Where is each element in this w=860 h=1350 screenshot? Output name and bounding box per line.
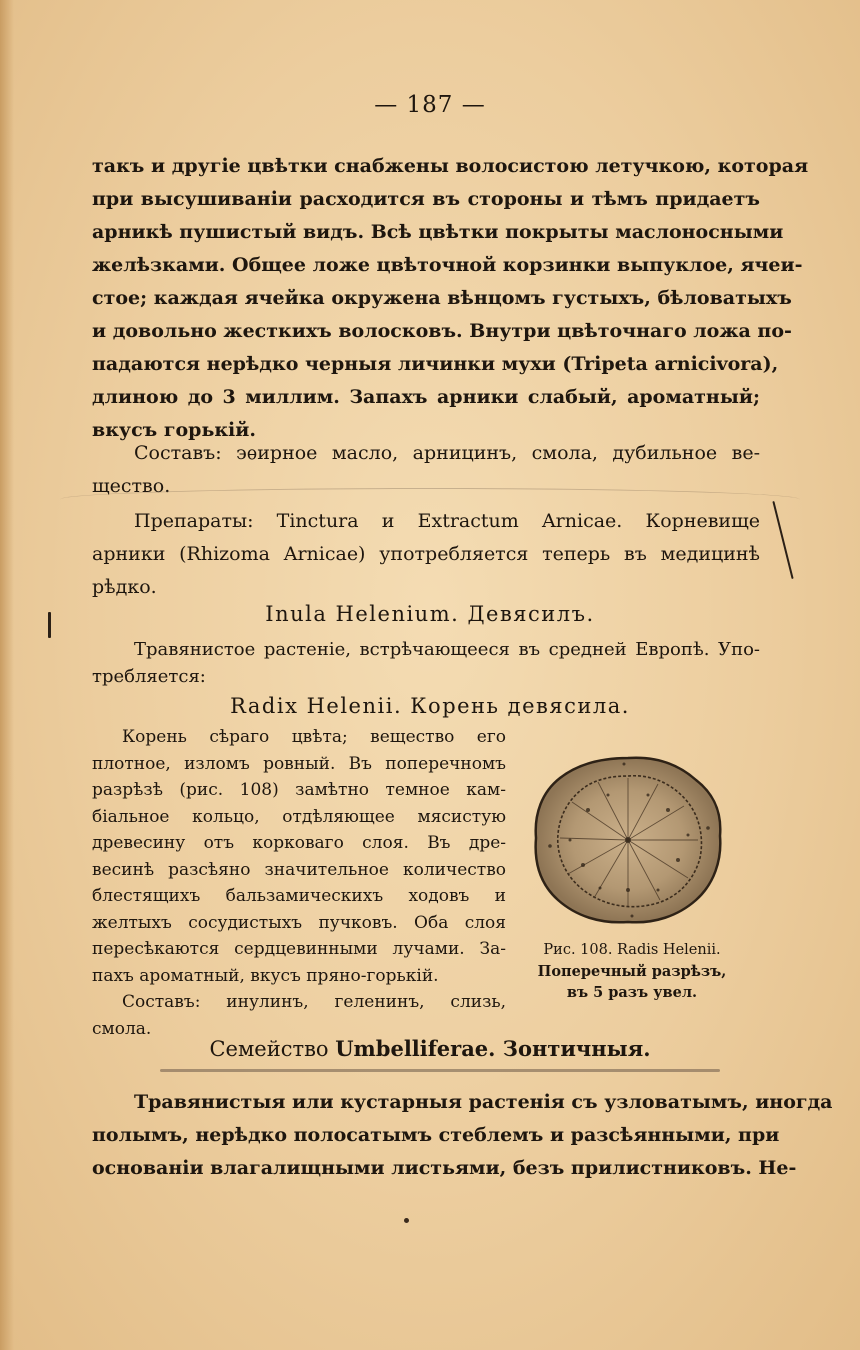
radix-description — [92, 724, 506, 1042]
text-line: полымъ, нерѣдко полосатымъ стеблемъ и разсѣянными, при — [92, 1124, 780, 1146]
preparations-paragraph — [92, 505, 760, 604]
text-line: вкусъ горькій. — [92, 419, 256, 441]
intro-paragraph — [92, 150, 809, 447]
text-line: біальное кольцо, отдѣляющее мясистую — [92, 806, 506, 827]
text-line: основаніи влагалищными листьями, безъ прилистниковъ. Не- — [92, 1157, 797, 1179]
text-line: такъ и другіе цвѣтки снабжены волосистою летучкою, которая — [92, 155, 809, 177]
text-line: арники (Rhizoma Arnicae) употребляется теперь въ медицинѣ — [92, 543, 760, 565]
text-line: блестящихъ бальзамическихъ ходовъ и — [92, 886, 506, 906]
section-divider — [160, 1069, 720, 1072]
section-heading-latin: Umbelliferae — [335, 1036, 489, 1061]
text-line: смола. — [92, 1018, 152, 1039]
text-line: Составъ: инулинъ, геленинъ, слизь, — [122, 992, 506, 1012]
text-line: Корень сѣраго цвѣта; вещество его — [122, 727, 506, 747]
text-line: стое; каждая ячейка окружена вѣнцомъ густыхъ, бѣловатыхъ — [92, 287, 792, 309]
page-edge-shadow — [0, 0, 14, 1350]
section-heading — [0, 1036, 860, 1061]
umbelliferae-paragraph — [92, 1086, 833, 1185]
root-cross-section-illustration — [528, 750, 728, 930]
radix-heading: Radix Helenii. Корень девясила. — [230, 694, 630, 718]
text-line: рѣдко. — [92, 576, 157, 598]
text-line: Травянистыя или кустарныя растенія съ узловатымъ, иногда — [134, 1091, 833, 1113]
text-line: разрѣзѣ (рис. 108) замѣтно темное кам- — [92, 780, 506, 800]
caption-line: Поперечный разрѣзъ, — [537, 963, 727, 980]
text-line: арникѣ пушистый видъ. Всѣ цвѣтки покрыты маслоносными — [92, 221, 784, 243]
text-line: длиною до 3 миллим. Запахъ арники слабый, ароматный; — [92, 386, 760, 408]
text-line: пересѣкаются сердцевинными лучами. За- — [92, 939, 506, 959]
text-line: Травянистое растеніе, встрѣчающееся въ средней Европѣ. Упо- — [134, 639, 760, 660]
section-heading-prefix: Семейство — [209, 1037, 336, 1061]
inula-paragraph — [92, 636, 760, 690]
text-line: требляется: — [92, 666, 206, 687]
text-line: пахъ ароматный, вкусъ пряно-горькій. — [92, 965, 439, 986]
text-line: Составъ: эѳирное масло, арницинъ, смола, дубильное ве- — [134, 442, 760, 464]
inula-heading: Inula Helenium. Девясилъ. — [265, 602, 595, 626]
text-line: щество. — [92, 475, 171, 497]
text-line: падаются нерѣдко черныя личинки мухи (Trіpеta аrnісіvora), — [92, 353, 779, 375]
figure-caption — [512, 940, 752, 1003]
text-line: и довольно жесткихъ волосковъ. Внутри цвѣточнаго ложа по- — [92, 320, 792, 342]
text-line: Препараты: Tіnсturа и Extractum Arnicae. Корневище — [134, 510, 760, 532]
text-line: желтыхъ сосудистыхъ пучковъ. Оба слоя — [92, 912, 506, 933]
text-line: при высушиваніи расходится въ стороны и тѣмъ придаетъ — [92, 188, 760, 210]
caption-line: Рис. 108. Radis Helenii. — [543, 942, 721, 958]
text-line: древесину отъ корковаго слоя. Въ дре- — [92, 833, 506, 853]
section-heading-suffix: . Зонтичныя. — [488, 1036, 651, 1061]
text-line: желѣзками. Общее ложе цвѣточной корзинки выпуклое, ячеи- — [92, 254, 803, 276]
ink-speck — [404, 1218, 409, 1223]
page-number: — 187 — — [374, 92, 486, 118]
text-line: плотное, изломъ ровный. Въ поперечномъ — [92, 753, 506, 774]
text-line: весинѣ разсѣяно значительное количество — [92, 859, 506, 880]
margin-pencil-mark — [772, 501, 793, 579]
caption-line: въ 5 разъ увел. — [566, 984, 698, 1001]
